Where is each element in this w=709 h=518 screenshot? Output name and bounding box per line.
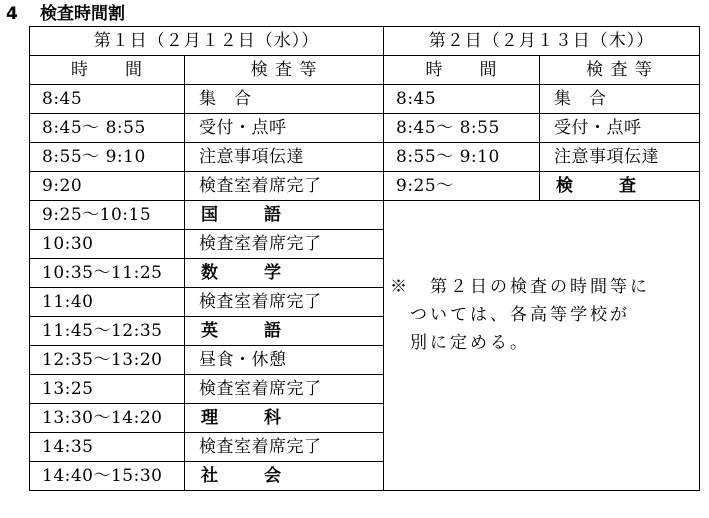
day1-item-cell: 集 合 — [185, 85, 384, 114]
day1-time-cell: 11:45～12:35 — [30, 317, 185, 346]
day1-subject-label: 国語 — [201, 205, 281, 225]
day2-time-cell: 8:55～ 9:10 — [384, 143, 540, 172]
day1-time-cell: 14:40～15:30 — [30, 462, 185, 491]
day1-subject-cell — [185, 201, 384, 230]
column-header-row — [30, 56, 700, 85]
note-mark: ※ — [390, 276, 410, 297]
schedule-table — [29, 26, 700, 491]
day1-subject-label: 数学 — [201, 263, 281, 283]
section-title: 検査時間割 — [40, 4, 125, 24]
day2-time-cell: 8:45～ 8:55 — [384, 114, 540, 143]
day1-time-header: 時 間 — [30, 56, 185, 85]
day1-time-cell: 12:35～13:20 — [30, 346, 185, 375]
day1-header: 第１日（２月１２日（水）） — [30, 27, 384, 56]
day1-item-cell: 昼食・休憩 — [185, 346, 384, 375]
day2-time-cell: 8:45 — [384, 85, 540, 114]
day1-item-cell: 検査室着席完了 — [185, 172, 384, 201]
day1-item-cell: 検査室着席完了 — [185, 375, 384, 404]
day2-note — [384, 201, 700, 491]
day2-subject-label: 検査 — [556, 176, 636, 196]
day1-time-cell: 9:25～10:15 — [30, 201, 185, 230]
day1-subject-label: 英語 — [201, 321, 281, 341]
day2-subject-cell — [540, 172, 700, 201]
day1-subject-cell — [185, 404, 384, 433]
day1-item-header: 検 査 等 — [185, 56, 384, 85]
note-text-line2: ついては、各高等学校が — [410, 304, 630, 325]
table-row — [30, 114, 700, 143]
note-text-line3: 別に定める。 — [410, 332, 530, 353]
table-row — [30, 201, 700, 230]
day1-subject-cell — [185, 259, 384, 288]
day2-header: 第２日（２月１３日（木）） — [384, 27, 700, 56]
day-header-row — [30, 27, 700, 56]
day1-item-cell: 注意事項伝達 — [185, 143, 384, 172]
day2-item-cell: 集 合 — [540, 85, 700, 114]
day1-subject-label: 理科 — [201, 408, 281, 428]
day1-time-cell: 9:20 — [30, 172, 185, 201]
day1-time-cell: 11:40 — [30, 288, 185, 317]
day1-item-cell: 検査室着席完了 — [185, 288, 384, 317]
note-text-line1: 第２日の検査の時間等に — [430, 276, 650, 297]
day2-item-cell: 注意事項伝達 — [540, 143, 700, 172]
day1-time-cell: 10:30 — [30, 230, 185, 259]
day1-time-cell: 13:25 — [30, 375, 185, 404]
day1-item-cell: 検査室着席完了 — [185, 230, 384, 259]
day1-time-cell: 8:55～ 9:10 — [30, 143, 185, 172]
day1-time-cell: 8:45 — [30, 85, 185, 114]
day1-time-cell: 8:45～ 8:55 — [30, 114, 185, 143]
day2-time-cell: 9:25～ — [384, 172, 540, 201]
table-row — [30, 172, 700, 201]
section-heading — [6, 2, 125, 26]
day1-item-cell: 受付・点呼 — [185, 114, 384, 143]
day1-time-cell: 14:35 — [30, 433, 185, 462]
day1-time-cell: 13:30～14:20 — [30, 404, 185, 433]
day1-item-cell: 検査室着席完了 — [185, 433, 384, 462]
day1-subject-label: 社会 — [201, 466, 281, 486]
day1-subject-cell — [185, 462, 384, 491]
table-row — [30, 85, 700, 114]
table-row — [30, 143, 700, 172]
section-number: 4 — [6, 4, 18, 24]
day1-subject-cell — [185, 317, 384, 346]
day2-item-cell: 受付・点呼 — [540, 114, 700, 143]
day2-time-header: 時 間 — [384, 56, 540, 85]
day2-item-header: 検 査 等 — [540, 56, 700, 85]
day1-time-cell: 10:35～11:25 — [30, 259, 185, 288]
